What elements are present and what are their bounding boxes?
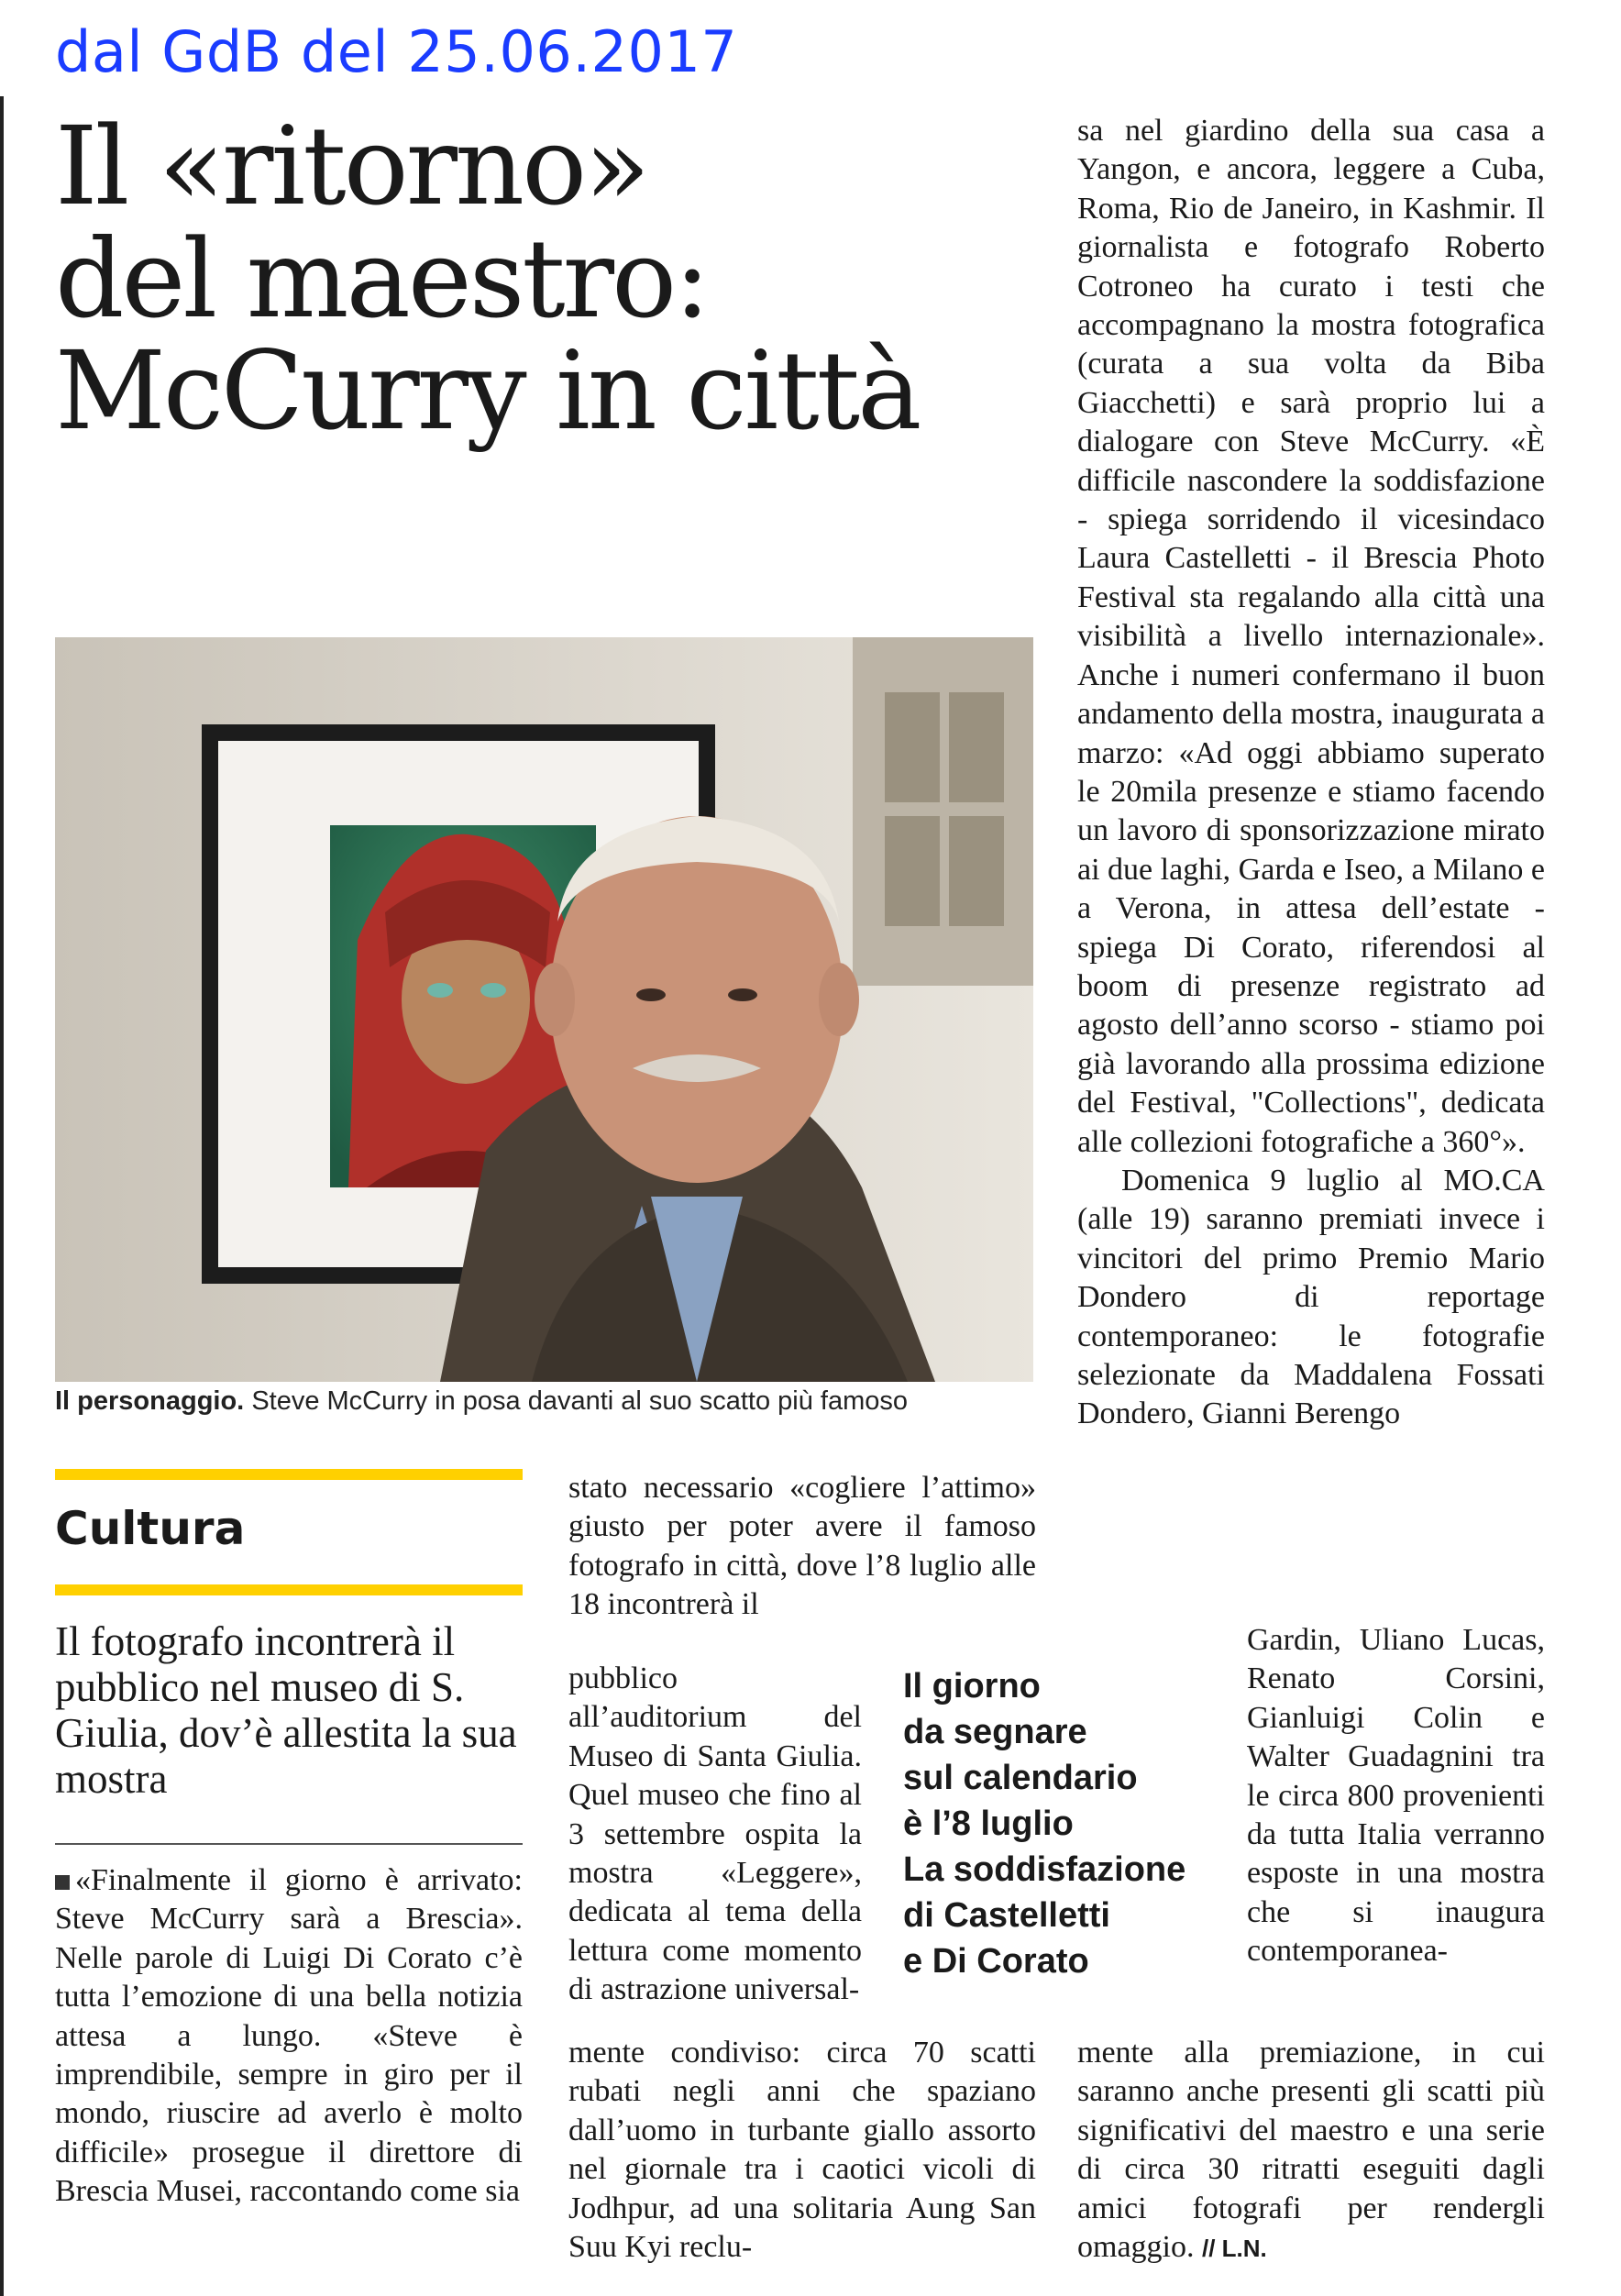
pull-quote-line: da segnare — [903, 1713, 1087, 1751]
article-column-right-final — [1077, 2034, 1545, 2268]
pull-quote-line: è l’8 luglio — [903, 1805, 1074, 1843]
source-label: dal GdB del 25.06.2017 — [55, 18, 738, 85]
subheadline: Il fotografo incontrerà il pubblico nel museo di S. Giulia, dov’è allestita la sua mostra — [55, 1618, 517, 1802]
caption-text: Steve McCurry in posa davanti al suo scatto più famoso — [251, 1386, 908, 1416]
paragraph: pubblico all’auditorium del Museo di Santa Giulia. Quel museo che fino al 3 settembre ospita la mostra «Leggere», dedicata al tema della lettura come momento di astrazione universal- — [568, 1661, 862, 2007]
headline — [55, 103, 1045, 455]
article-column-right-narrow — [1247, 1621, 1545, 1971]
pull-quote-line: Il giorno — [903, 1667, 1041, 1705]
author-signature: // L.N. — [1201, 2235, 1267, 2263]
article-photo — [55, 637, 1033, 1382]
paragraph: mente condiviso: circa 70 scatti rubati negli anni che spaziano dall’uomo in turbante giallo assorto nel giornale tra i caotici vicoli di Jodhpur, ad una solitaria Aung San Suu Kyi reclu- — [568, 2036, 1036, 2265]
column-rule — [0, 96, 4, 2296]
article-column-middle-bottom — [568, 2034, 1036, 2267]
paragraph-marker-icon — [55, 1875, 70, 1890]
paragraph: mente alla premiazione, in cui saranno anche presenti gli scatti più significativi del maestro e una serie di circa 30 ritratti eseguiti dagli amici fotografi per rendergli omaggio. — [1077, 2036, 1545, 2265]
headline-line-3: McCurry in città — [55, 327, 920, 455]
section-rule-top — [55, 1469, 523, 1480]
paragraph: «Finalmente il giorno è arrivato: Steve McCurry sarà a Brescia». Nelle parole di Luigi Di Corato c’è tutta l’emozione di una bella notizia attesa a lungo. «Steve è imprendibile, sempre in giro per il mondo, riuscire ad averlo è molto difficile» prosegue il direttore di Brescia Musei, raccontando come sia — [55, 1863, 523, 2209]
subhead-divider — [55, 1843, 523, 1845]
article-column-left — [55, 1861, 523, 2212]
pull-quote-line: e Di Corato — [903, 1942, 1089, 1981]
pull-quote-line: di Castelletti — [903, 1896, 1110, 1935]
portrait-photo-illustration — [55, 637, 1033, 1382]
section-rule-bottom — [55, 1584, 523, 1595]
photo-caption — [55, 1386, 1033, 1417]
article-column-right — [1077, 112, 1545, 1434]
article-column-middle-narrow — [568, 1660, 862, 2010]
pull-quote-line: La soddisfazione — [903, 1850, 1186, 1889]
pull-quote — [903, 1663, 1224, 1984]
article-column-middle-top — [568, 1469, 1036, 1625]
paragraph: Gardin, Uliano Lucas, Renato Corsini, Gianluigi Colin e Walter Guadagnini tra le circa 800 provenienti da tutta Italia verranno esposte in una mostra che si inaugura contemporanea- — [1247, 1623, 1545, 1969]
headline-line-2: del maestro: — [55, 215, 708, 342]
pull-quote-line: sul calendario — [903, 1759, 1138, 1797]
headline-line-1: Il «ritorno» — [55, 103, 648, 229]
paragraph: Domenica 9 luglio al MO.CA (alle 19) saranno premiati invece i vincitori del primo Premio Mario Dondero di reportage contemporaneo: le fotografie selezionate da Maddalena Fossati Dondero, Gianni Berengo — [1077, 1163, 1545, 1431]
caption-lead: Il personaggio. — [55, 1386, 245, 1416]
section-label: Cultura — [55, 1502, 246, 1555]
paragraph: sa nel giardino della sua casa a Yangon, e ancora, leggere a Cuba, Roma, Rio de Janeiro, in Kashmir. Il giornalista e fotografo Roberto Cotroneo ha curato i testi che accompagnano la mostra fotografica (curata a sua volta da Biba Giacchetti) e sarà proprio lui a dialogare con Steve McCurry. «È difficile nascondere la soddisfazione - spiega sorridendo il vicesindaco Laura Castelletti - il Brescia Photo Festival sta regalando alla città una visibilità a livello internazionale». Anche i numeri confermano il buon andamento della mostra, inaugurata a marzo: «Ad oggi abbiamo superato le 20mila presenze e stiamo facendo un lavoro di sponsorizzazione mirato ai due laghi, Garda e Iseo, a Milano e a Verona, in attesa dell’estate - spiega Di Corato, riferendosi al boom di presenze registrato ad agosto dell’anno scorso - stiamo poi già lavorando alla prossima edizione del Festival, "Collections", dedicata alle collezioni fotografiche a 360°». — [1077, 114, 1545, 1159]
paragraph: stato necessario «cogliere l’attimo» giusto per poter avere il famoso fotografo in città, dove l’8 luglio alle 18 incontrerà il — [568, 1471, 1036, 1622]
